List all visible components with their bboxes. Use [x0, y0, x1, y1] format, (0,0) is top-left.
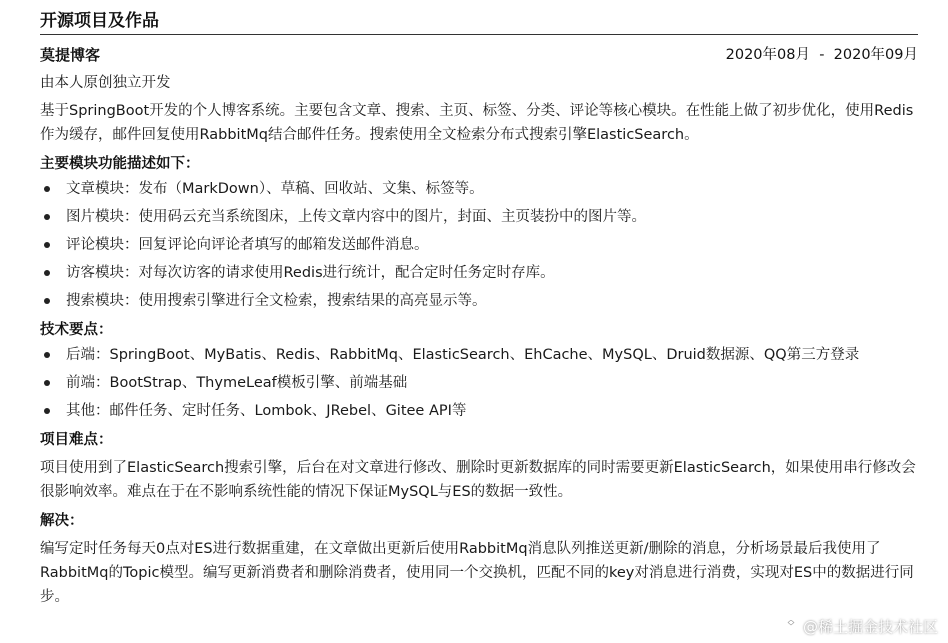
list-item — [40, 178, 918, 200]
difficulty-text: 项目使用到了ElasticSearch搜索引擎，后台在对文章进行修改、删除时更新数据库的同时需要更新ElasticSearch，如果使用串行修改会很影响效率。难点在于在不影响系统性能的情况下保证MySQL与ES的数据一致性。 — [40, 460, 916, 500]
bullet-icon — [44, 214, 50, 220]
project-header — [40, 43, 918, 67]
list-item — [40, 400, 918, 422]
bullet-icon — [44, 242, 50, 248]
bullet-icon — [44, 352, 50, 358]
watermark — [783, 616, 938, 637]
resume-section — [40, 8, 918, 609]
bullet-icon — [44, 408, 50, 414]
list-item — [40, 206, 918, 228]
difficulty-heading: 项目难点： — [40, 432, 113, 448]
project-date: 2020年08月 - 2020年09月 — [725, 47, 918, 63]
list-item-text: 评论模块：回复评论向评论者填写的邮箱发送邮件消息。 — [66, 237, 429, 253]
list-item — [40, 290, 918, 312]
bullet-icon — [44, 298, 50, 304]
modules-heading: 主要模块功能描述如下： — [40, 156, 200, 172]
solution-text: 编写定时任务每天0点对ES进行数据重建，在文章做出更新后使用RabbitMq消息队列推送更新/删除的消息，分析场景最后我使用了RabbitMq的Topic模型。编写更新消费者和删除消费者，使用同一个交换机，匹配不同的key对消息进行消费，实现对ES中的数据进行同步。 — [40, 541, 914, 605]
list-item-text: 文章模块：发布（MarkDown）、草稿、回收站、文集、标签等。 — [66, 181, 484, 197]
tech-heading: 技术要点： — [40, 322, 113, 338]
list-item-text: 前端：BootStrap、ThymeLeaf模板引擎、前端基础 — [66, 375, 408, 391]
watermark-text: @稀土掘金技术社区 — [802, 618, 938, 636]
bullet-icon — [44, 380, 50, 386]
list-item-text: 搜索模块：使用搜索引擎进行全文检索，搜索结果的高亮显示等。 — [66, 293, 487, 309]
bullet-icon — [44, 270, 50, 276]
tech-list — [40, 344, 918, 422]
list-item — [40, 344, 918, 366]
project-description: 基于SpringBoot开发的个人博客系统。主要包含文章、搜索、主页、标签、分类、评论等核心模块。在性能上做了初步优化，使用Redis作为缓存，邮件回复使用RabbitMq结合邮件任务。搜索使用全文检索分布式搜索引擎ElasticSearch。 — [40, 103, 914, 143]
list-item — [40, 234, 918, 256]
list-item-text: 访客模块：对每次访客的请求使用Redis进行统计，配合定时任务定时存库。 — [66, 265, 555, 281]
project-origin: 由本人原创独立开发 — [40, 75, 171, 91]
project-name: 莫提博客 — [40, 46, 101, 64]
modules-list — [40, 178, 918, 312]
list-item — [40, 372, 918, 394]
section-title: 开源项目及作品 — [40, 8, 918, 35]
juejin-logo-icon — [783, 620, 799, 634]
list-item-text: 后端：SpringBoot、MyBatis、Redis、RabbitMq、ElasticSearch、EhCache、MySQL、Druid数据源、QQ第三方登录 — [66, 347, 860, 363]
list-item — [40, 262, 918, 284]
list-item-text: 图片模块：使用码云充当系统图床，上传文章内容中的图片，封面、主页装扮中的图片等。 — [66, 209, 646, 225]
bullet-icon — [44, 186, 50, 192]
list-item-text: 其他：邮件任务、定时任务、Lombok、JRebel、Gitee API等 — [66, 403, 467, 419]
solution-heading: 解决： — [40, 513, 84, 529]
